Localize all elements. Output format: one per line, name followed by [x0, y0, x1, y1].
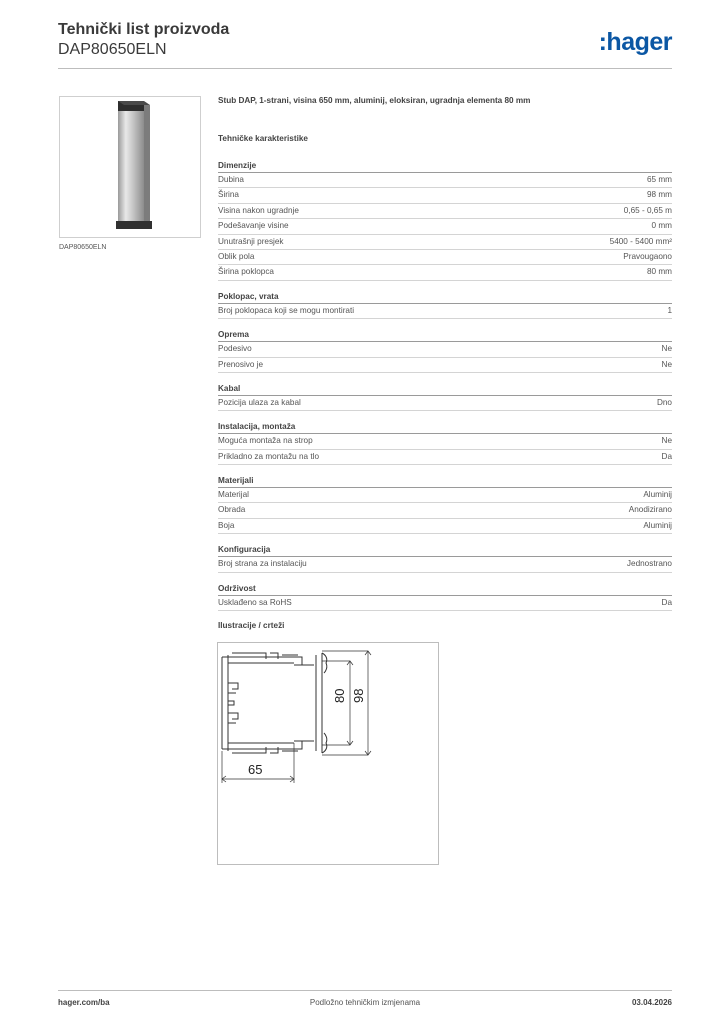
spec-section	[218, 160, 672, 281]
spec-section-title: Konfiguracija	[218, 544, 672, 557]
spec-label: Visina nakon ugradnje	[218, 205, 299, 215]
spec-row	[218, 596, 672, 611]
spec-section	[218, 329, 672, 373]
spec-row	[218, 204, 672, 219]
illustrations-heading: Ilustracije / crteži	[218, 621, 285, 631]
spec-value: Aluminij	[643, 520, 672, 530]
depth-dimension-label: 65	[248, 762, 263, 777]
spec-label: Materijal	[218, 490, 249, 500]
product-code: DAP80650ELN	[58, 41, 167, 58]
spec-row	[218, 396, 672, 411]
technical-drawing	[217, 642, 439, 865]
footer-website: hager.com/ba	[58, 998, 110, 1007]
spec-row	[218, 488, 672, 503]
spec-value: 5400 - 5400 mm²	[609, 236, 672, 246]
spec-value: Ne	[661, 359, 672, 369]
spec-section-title: Dimenzije	[218, 160, 672, 173]
spec-section-title: Materijali	[218, 475, 672, 488]
spec-label: Boja	[218, 520, 235, 530]
spec-row	[218, 358, 672, 373]
spec-row	[218, 188, 672, 203]
spec-value: Dno	[656, 397, 672, 407]
spec-label: Oblik pola	[218, 251, 255, 261]
product-image-caption: DAP80650ELN	[59, 244, 107, 251]
spec-label: Usklađeno sa RoHS	[218, 597, 292, 607]
spec-row	[218, 342, 672, 357]
footer-note: Podložno tehničkim izmjenama	[309, 998, 421, 1007]
hager-logo: :hager	[598, 28, 672, 56]
spec-value: 98 mm	[646, 190, 672, 200]
spec-value: Pravougaono	[623, 251, 672, 261]
spec-value: Anodizirano	[628, 505, 672, 515]
spec-section-title: Održivost	[218, 583, 672, 596]
spec-row	[218, 304, 672, 319]
spec-label: Širina	[218, 190, 239, 200]
spec-label: Širina poklopca	[218, 267, 274, 277]
spec-section	[218, 475, 672, 534]
spec-label: Prikladno za montažu na tlo	[218, 451, 320, 461]
spec-row	[218, 235, 672, 250]
spec-section	[218, 291, 672, 319]
spec-section	[218, 544, 672, 572]
main-content	[218, 96, 672, 630]
spec-row	[218, 519, 672, 534]
spec-value: 0,65 - 0,65 m	[623, 205, 672, 215]
spec-value: 65 mm	[646, 175, 672, 184]
spec-value: 0 mm	[651, 221, 672, 231]
spec-value: Aluminij	[643, 490, 672, 500]
spec-value: 1	[667, 305, 672, 315]
spec-section-title: Oprema	[218, 329, 672, 342]
spec-row	[218, 173, 672, 188]
column-product-icon	[60, 97, 200, 237]
spec-row	[218, 250, 672, 265]
spec-row	[218, 557, 672, 572]
spec-label: Moguća montaža na strop	[218, 436, 313, 446]
spec-label: Prenosivo je	[218, 359, 264, 369]
spec-label: Broj strana za instalaciju	[218, 559, 307, 569]
spec-section-title: Kabal	[218, 383, 672, 396]
spec-section	[218, 583, 672, 611]
footer-date: 03.04.2026	[631, 998, 672, 1007]
spec-value: Ne	[661, 344, 672, 354]
spec-section	[218, 383, 672, 411]
spec-label: Dubina	[218, 175, 244, 184]
profile-cross-section-icon	[218, 643, 438, 864]
product-description: Stub DAP, 1-strani, visina 650 mm, aluminij, eloksiran, ugradnja elementa 80 mm	[218, 96, 531, 105]
spec-label: Podesivo	[218, 344, 252, 354]
spec-label: Obrada	[218, 505, 246, 515]
spec-sections	[218, 160, 672, 611]
spec-row	[218, 219, 672, 234]
product-image	[59, 96, 201, 238]
spec-value: 80 mm	[646, 267, 672, 277]
spec-section	[218, 421, 672, 465]
outer-width-dimension-label: 98	[351, 688, 366, 703]
spec-section-title: Instalacija, montaža	[218, 421, 672, 434]
document-title: Tehnički list proizvoda	[58, 21, 230, 38]
spec-label: Pozicija ulaza za kabal	[218, 397, 301, 407]
spec-value: Da	[661, 451, 672, 461]
spec-value: Jednostrano	[626, 559, 672, 569]
spec-row	[218, 450, 672, 465]
spec-label: Podešavanje visine	[218, 221, 289, 231]
spec-row	[218, 503, 672, 518]
inner-width-dimension-label: 80	[332, 688, 347, 703]
page-header	[58, 20, 229, 60]
spec-label: Broj poklopaca koji se mogu montirati	[218, 305, 355, 315]
spec-row	[218, 265, 672, 280]
spec-label: Unutrašnji presjek	[218, 236, 284, 246]
spec-value: Da	[661, 597, 672, 607]
specs-heading: Tehničke karakteristike	[218, 134, 308, 143]
page-footer	[58, 998, 672, 1010]
spec-section-title: Poklopac, vrata	[218, 291, 672, 304]
spec-row	[218, 434, 672, 449]
footer-divider	[58, 990, 672, 991]
header-divider	[58, 68, 672, 69]
spec-value: Ne	[661, 436, 672, 446]
